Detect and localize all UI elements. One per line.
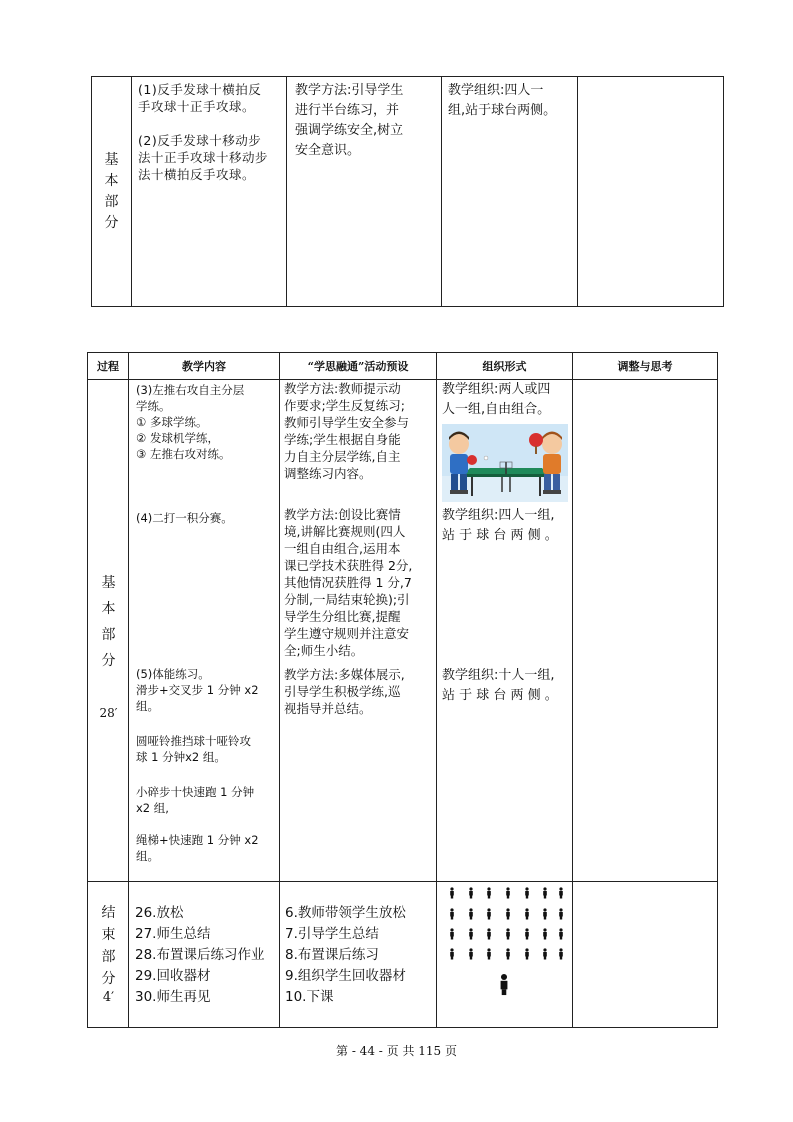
student-icon [543,928,547,939]
content-item-4: (4)二打一积分赛。 [136,511,233,525]
student-icon [487,948,491,959]
content-item-6: 圆哑铃推挡球十哑铃攻 球 1 分钟x2 组。 [136,734,251,764]
student-icon [525,908,529,919]
table-tennis-illustration [442,424,568,502]
content-item-2: (2)反手发球十移动步 法十正手攻球十移动步 法十横拍反手攻球。 [138,133,269,182]
student-icon [450,928,454,939]
student-icon [559,948,563,959]
end-formation-cell [437,882,573,1028]
main-content-cell [129,380,280,882]
student-icon [487,887,491,898]
student-icon [469,948,473,959]
student-icon [506,948,510,959]
student-icon [469,887,473,898]
end-method-cell [280,882,437,1028]
method-cell [287,77,442,307]
organization-text-1: 教学组织:两人或四 人一组,自由组合。 [442,382,551,417]
organization-text: 教学组织:四人一 组,站于球台两侧。 [448,83,557,118]
main-organization-cell [437,380,573,882]
student-icon [525,928,529,939]
end-content-cell [129,882,280,1028]
main-reflection-cell [573,380,718,882]
student-icon [559,887,563,898]
end-method-text: 6.教师带领学生放松 7.引导学生总结 8.布置课后练习 9.组织学生回收器材 10.下课 [285,905,406,1005]
content-item-5: (5)体能练习。 滑步+交叉步 1 分钟 x2 组。 [136,667,259,713]
section-label-main: 基 本 部 分 28′ [88,380,129,882]
student-icon [487,908,491,919]
header-process: 过程 [88,353,129,380]
lesson-table-top [91,76,724,307]
header-content: 教学内容 [129,353,280,380]
end-section-row [88,882,718,1028]
end-content-text: 26.放松 27.师生总结 28.布置课后练习作业 29.回收器材 30.师生再见 [135,905,265,1005]
student-icon [543,908,547,919]
student-icon [506,908,510,919]
end-reflection-cell [573,882,718,1028]
content-item-1: (1)反手发球十横拍反 手攻球十正手攻球。 [138,82,262,114]
page-footer: 第 - 44 - 页 共 115 页 [336,1044,457,1058]
header-reflection: 调整与思考 [573,353,718,380]
table-header-row [88,353,718,380]
lesson-table-main [87,352,718,1028]
student-icon [543,948,547,959]
student-icon [487,928,491,939]
student-icon [450,908,454,919]
organization-text-2: 教学组织:四人一组, 站 于 球 台 两 侧 。 [442,508,558,543]
student-icon [450,887,454,898]
content-cell [132,77,287,307]
method-text: 教学方法:引导学生 进行半台练习，并 强调学练安全,树立 安全意识。 [295,83,404,158]
method-text-1: 教学方法:教师提示动 作要求;学生反复练习; 教师引导学生安全参与 学练;学生根据自身能 力自主分层学练,自主 调整练习内容。 [284,381,410,481]
student-icon [469,928,473,939]
content-item-8: 绳梯+快速跑 1 分钟 x2 组。 [136,833,259,863]
student-formation-diagram [437,882,573,1028]
student-icon [525,948,529,959]
student-icon [559,908,563,919]
main-method-cell [280,380,437,882]
student-icon [559,928,563,939]
time-main: 28′ [99,706,118,720]
reflection-cell [578,77,724,307]
section-label-basic: 基 本 部 分 [92,77,132,307]
header-activity: “学思融通”活动预设 [280,353,437,380]
organization-text-3: 教学组织:十人一组, 站 于 球 台 两 侧 。 [442,668,558,703]
student-icon [450,948,454,959]
student-icon [506,887,510,898]
section-label-end: 结 束 部 分 4′ [88,882,129,1028]
main-section-row [88,380,718,882]
time-end: 4′ [102,990,115,1005]
student-icon [543,887,547,898]
student-icon [506,928,510,939]
organization-cell [442,77,578,307]
method-text-2: 教学方法:创设比赛情 境,讲解比赛规则(四人 一组自由组合,运用本 课已学技术获胜得 2分, 其他情况获胜得 1 分,7 分制,一局结束轮换);引 导学生分组比赛,提醒 学生遵守规则并注意安 全;师生小结。 [284,507,413,658]
content-item-3: (3)左推右攻自主分层 学练。 ① 多球学练。 ② 发球机学练， ③ 左推右攻对练。 [136,383,245,461]
method-text-3: 教学方法:多媒体展示, 引导学生积极学练,巡 视指导并总结。 [284,667,405,716]
content-item-7: 小碎步十快速跑 1 分钟 x2 组, [136,785,255,815]
header-organization: 组织形式 [437,353,573,380]
student-icon [469,908,473,919]
student-icon [525,887,529,898]
teacher-icon [501,974,508,995]
